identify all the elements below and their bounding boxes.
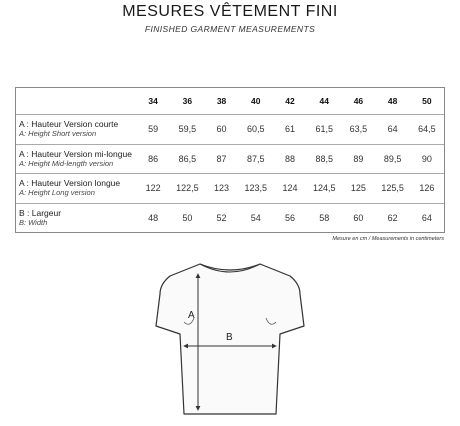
table-cell: 87 [204,144,238,174]
table-cell: 61 [273,115,307,145]
row-label-fr: B : Largeur [19,207,62,218]
size-header: 44 [319,96,329,106]
table-row [16,115,444,145]
table-row [16,174,444,204]
table-cell: 124,5 [307,174,341,204]
table-cell: 122,5 [170,174,204,204]
measurements-table [15,87,445,233]
page-subtitle: FINISHED GARMENT MEASUREMENTS [144,24,316,34]
table-cell: 50 [170,203,204,232]
label-b: B [226,332,233,343]
table-cell: 126 [410,174,444,204]
table-cell: 59,5 [170,115,204,145]
table-cell: 123,5 [239,174,273,204]
table-cell: 122 [136,174,170,204]
table-cell: 60 [341,203,375,232]
table-cell: 90 [410,144,444,174]
label-a: A [188,310,195,321]
size-header: 48 [387,96,398,106]
row-label-fr: A : Hauteur Version courte [19,119,119,130]
table-cell: 124 [273,174,307,204]
header-corner [16,88,136,115]
table-cell: 59 [136,115,170,145]
table-cell: 125 [341,174,375,204]
row-label [16,144,136,174]
row-label-fr: A : Hauteur Version longue [19,178,121,189]
size-header: 46 [353,96,364,106]
table-cell: 63,5 [341,115,375,145]
row-label-en: A: Height Mid-length version [19,158,114,168]
table-cell: 89 [341,144,375,174]
size-header: 38 [216,96,227,106]
row-label [16,115,136,145]
row-label [16,174,136,204]
table-row [16,144,444,174]
table-cell: 64,5 [410,115,444,145]
row-label [16,203,136,232]
table-cell: 125,5 [376,174,410,204]
table-cell: 64 [410,203,444,232]
table-cell: 62 [376,203,410,232]
table-row [16,203,444,232]
table-cell: 88 [273,144,307,174]
units-note: Mesure en cm / Measurements in centimeters [332,236,444,242]
table-cell: 54 [239,203,273,232]
size-header: 34 [148,96,158,106]
row-label-en: B: Width [19,217,48,227]
table-cell: 87,5 [239,144,273,174]
size-header: 36 [182,96,193,106]
size-header-row [16,88,444,115]
table-cell: 61,5 [307,115,341,145]
size-header: 50 [422,96,432,106]
table-cell: 60,5 [239,115,273,145]
page-title: MESURES VÊTEMENT FINI [122,3,338,20]
table-cell: 64 [376,115,410,145]
row-label-en: A: Height Long version [19,188,95,198]
garment-diagram [150,262,310,418]
table-cell: 123 [204,174,238,204]
table-cell: 88,5 [307,144,341,174]
row-label-en: A: Height Short version [19,129,97,139]
size-header: 42 [285,96,295,106]
table-cell: 60 [204,115,238,145]
table-cell: 48 [136,203,170,232]
row-label-fr: A : Hauteur Version mi-longue [19,148,132,159]
table-cell: 58 [307,203,341,232]
size-header: 40 [251,96,261,106]
table-cell: 86,5 [170,144,204,174]
table-cell: 56 [273,203,307,232]
table-cell: 86 [136,144,170,174]
table-cell: 89,5 [376,144,410,174]
table-cell: 52 [204,203,238,232]
